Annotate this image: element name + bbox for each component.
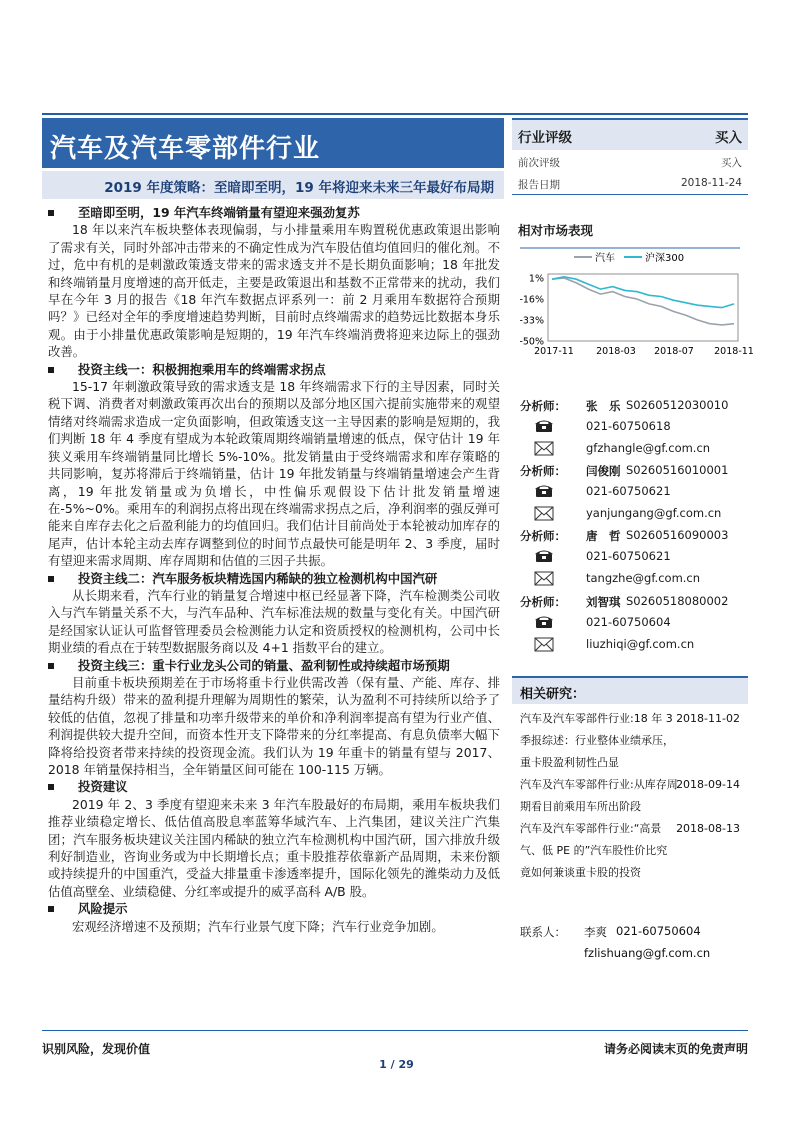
related-item[interactable]	[520, 774, 748, 818]
analyst-license-id: S0260518080002	[626, 594, 729, 608]
related-title[interactable]: 汽车及汽车零部件行业:“高景气、低 PE 的”汽车股性价比究竟如何兼谈重卡股的投资	[520, 822, 668, 879]
report-subtitle: 2019 年度策略：至暗即至明，19 年将迎来未来三年最好布局期	[104, 180, 494, 196]
y-tick-label: -16%	[519, 294, 544, 306]
mail-icon	[534, 506, 554, 521]
main-content	[48, 204, 500, 935]
section-heading: 投资主线二：汽车服务板块精选国内稀缺的独立检测机构中国汽研	[48, 570, 500, 587]
related-title[interactable]: 汽车及汽车零部件行业:从库存周期看目前乘用车所出阶段	[520, 778, 678, 813]
footer-rule	[42, 1030, 748, 1031]
analyst-label: 分析师：	[520, 399, 566, 413]
contact-phone: 021-60750604	[616, 924, 701, 938]
y-tick-label: -33%	[519, 315, 544, 327]
section-heading: 风险提示	[48, 900, 500, 917]
y-tick-label: 1%	[528, 273, 544, 285]
phone-icon	[534, 418, 554, 433]
chart-heading: 相对市场表现	[518, 223, 594, 238]
series-line-auto	[552, 278, 734, 325]
analyst-phone: 021-60750621	[586, 549, 671, 563]
prev-rating-label: 前次评级	[518, 157, 560, 169]
related-date: 2018-11-02	[676, 712, 740, 725]
report-date-value: 2018-11-24	[680, 177, 742, 189]
title-banner	[42, 118, 504, 168]
phone-icon	[534, 614, 554, 629]
analyst-license-id: S0260516010001	[626, 463, 729, 477]
subtitle-banner	[42, 171, 504, 199]
analyst-license-id: S0260516090003	[626, 528, 729, 542]
section-paragraph: 目前重卡板块预期差在于市场将重卡行业供需改善（保有量、产能、库存、排量结构升级）带来的盈利提升理解为周期性的繁荣，认为盈利不可持续所以给予了较低的估值，忽视了排量和功率升级带来的单价和净利润率提高有望为行业产值、利润提供较大提升空间，而资本性开支下降带来的分红率提高、有息负债率大幅下降将给投资者带来持续的投资现金流。我们认为 19 年重卡的销量有望与 2017、2018 年销量保持相当，全年销量区间可能在 100-115 万辆。	[48, 674, 500, 777]
section-paragraph: 从长期来看，汽车行业的销量复合增速中枢已经显著下降，汽车检测类公司收入与汽车销量关系不大，与汽车品种、汽车标准法规的数量与变化有关。中国汽研是经国家认证认可监督管理委员会检测能力认定和资质授权的检测机构，公司中长期业绩的看点在于转型数据服务商以及 4+1 指数平台的建立。	[48, 587, 500, 656]
mail-icon	[534, 571, 554, 586]
rating-label: 行业评级	[518, 130, 572, 146]
analyst-email[interactable]: tangzhe@gf.com.cn	[586, 571, 701, 585]
x-tick-label: 2018-11	[714, 346, 754, 357]
analyst-label: 分析师：	[520, 595, 566, 609]
page-title: 汽车及汽车零部件行业	[50, 134, 321, 164]
rating-panel	[512, 118, 748, 195]
related-heading: 相关研究：	[520, 687, 586, 702]
analyst-email[interactable]: yanjungang@gf.com.cn	[586, 506, 722, 520]
related-header	[512, 676, 748, 704]
section-heading: 投资主线三：重卡行业龙头公司的销量、盈利韧性或持续超市场预期	[48, 657, 500, 674]
relative-performance-chart	[512, 240, 754, 360]
y-tick-label: -50%	[519, 336, 544, 348]
analyst-label: 分析师：	[520, 464, 566, 478]
mail-icon	[534, 441, 554, 456]
rating-header	[512, 118, 748, 150]
plot-area	[548, 274, 738, 341]
phone-icon	[534, 548, 554, 563]
mail-icon	[534, 637, 554, 652]
report-date-label: 报告日期	[518, 179, 560, 191]
footer-slogan: 识别风险，发现价值	[42, 1042, 151, 1056]
contact-label: 联系人：	[520, 925, 566, 939]
analyst-name: 唐 哲	[586, 529, 621, 543]
related-date: 2018-08-13	[676, 822, 740, 835]
analyst-license-id: S0260512030010	[626, 398, 729, 412]
section-paragraph: 2019 年 2、3 季度有望迎来未来 3 年汽车股最好的布局期，乘用车板块我们推荐业绩稳定增长、低估值高股息率蓝筹华域汽车、上汽集团，建议关注广汽集团；汽车服务板块建议关注国内稀缺的独立汽车检测机构中国汽研，国六排放升级利好制造业，咨询业务或为中长期增长点；重卡股推荐依靠新产品周期，未来份额或持续提升的中国重汽，受益大排量重卡渗透率提升，国际化领先的潍柴动力及低估值高壁垒、业绩稳健、分红率或提升的威孚高科 A/B 股。	[48, 796, 500, 899]
rating-value: 买入	[715, 130, 742, 146]
section-paragraph: 15-17 年刺激政策导致的需求透支是 18 年终端需求下行的主导因素，同时关税下调、消费者对刺激政策再次出台的预期以及部分地区国六提前实施带来的观望情绪对终端需求造成一定负面影响，但政策透支这一主导因素的影响是短期的，我们判断 18 年 4 季度有望成为本轮政策周期终端销量增速的低点，保守估计 19 年狭义乘用车终端销量同比增长 5%-10%。批发销量由于受终端需求和库存策略的共同影响，复苏将滞后于终端销量，估计 19 年批发销量与终端销量增速会产生背离，19 年批发销量或为负增长，中性偏乐观假设下估计批发销量增速在-5%~0%。乘用车的利润拐点将出现在终端需求拐点之后，净利润率的强反弹可能来自库存去化之后盈利能力的均值回归。我们估计目前尚处于本轮被动加库存的尾声，估计本轮主动去库存调整到位的时间节点最快可能是明年 2、3 季度，届时有望迎来需求周期、库存周期和估值的三因子共振。	[48, 379, 500, 569]
related-item[interactable]	[520, 818, 748, 884]
analyst-name: 张 乐	[586, 399, 621, 413]
section-heading: 投资主线一：积极拥抱乘用车的终端需求拐点	[48, 361, 500, 378]
related-title[interactable]: 汽车及汽车零部件行业:18 年 3 季报综述：行业整体业绩承压，重卡股盈利韧性凸显	[520, 712, 674, 769]
section-heading: 投资建议	[48, 778, 500, 795]
analyst-email[interactable]: liuzhiqi@gf.com.cn	[586, 637, 695, 651]
analyst-name: 闫俊刚	[586, 464, 621, 478]
analyst-phone: 021-60750604	[586, 615, 671, 629]
prev-rating-row	[512, 150, 748, 172]
analyst-email[interactable]: gfzhangle@gf.com.cn	[586, 441, 711, 455]
x-tick-label: 2018-03	[596, 346, 636, 357]
related-date: 2018-09-14	[676, 778, 740, 791]
phone-icon	[534, 483, 554, 498]
x-tick-label: 2018-07	[654, 346, 694, 357]
prev-rating-value: 买入	[721, 157, 742, 169]
section-paragraph: 宏观经济增速不及预期；汽车行业景气度下降；汽车行业竞争加剧。	[72, 918, 444, 934]
page-number: 1 / 29	[379, 1058, 414, 1071]
related-item[interactable]	[520, 708, 748, 774]
legend-label-auto: 汽车	[595, 253, 615, 264]
analyst-phone: 021-60750621	[586, 484, 671, 498]
related-research	[512, 676, 748, 884]
x-tick-label: 2017-11	[534, 346, 574, 357]
contact-email[interactable]: fzlishuang@gf.com.cn	[584, 946, 711, 960]
footer-disclaimer: 请务必阅读末页的免责声明	[603, 1042, 748, 1056]
analyst-label: 分析师：	[520, 529, 566, 543]
analyst-phone: 021-60750618	[586, 419, 671, 433]
section-paragraph: 18 年以来汽车板块整体表现偏弱，与小排量乘用车购置税优惠政策退出影响了需求有关，同时外部冲击带来的不确定性成为汽车股估值均值回归的催化剂。不过，危中有机的是刺激政策透支带来的需求透支并不是长期负面影响；18 年批发和终端销量月度增速的高开低走，主要是政策退出和基数不正常带来的扰动，我们早在今年 3 月的报告《18 年汽车数据点评系列一：前 2 月乘用车数据符合预期吗？》已经对全年的季度增速趋势判断，目前时点终端需求的趋势远比数据本身乐观。由于小排量优惠政策影响是短期的，19 年汽车终端消费将迎来边际上的强劲改善。	[48, 222, 500, 360]
section-heading: 至暗即至明，19 年汽车终端销量有望迎来强劲复苏	[48, 204, 500, 221]
legend-label-index: 沪深300	[645, 253, 685, 264]
report-date-row	[512, 172, 748, 195]
header-rule	[42, 113, 748, 115]
series-line-index	[552, 277, 734, 308]
contact-name: 李爽	[584, 925, 607, 939]
analyst-name: 刘智琪	[586, 595, 621, 609]
